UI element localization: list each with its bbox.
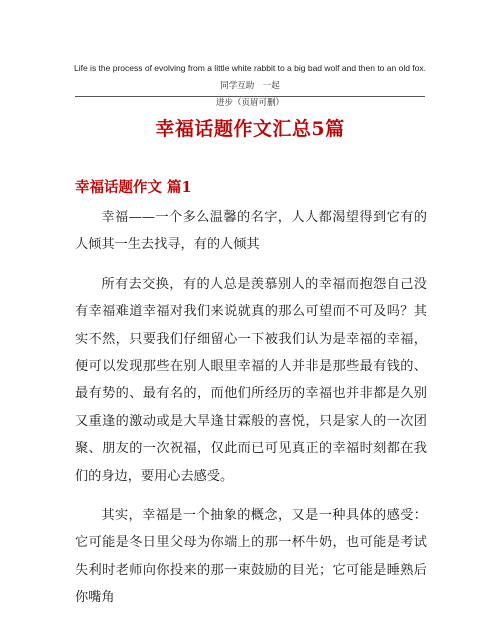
paragraph-1: 幸福——一个多么温馨的名字，人人都渴望得到它有的人倾其一生去找寻，有的人倾其 (75, 210, 427, 253)
paragraph-2: 所有去交换，有的人总是羡慕别人的幸福而抱怨自己没有幸福难道幸福对我们来说就真的那么可望而不可及吗？其实不然，只要我们仔细留心一下被我们认为是幸福的幸福，便可以发现那些在别人眼里幸福的人并非是那些最有钱的、最有势的、最有名的，而他们所经历的幸福也并非都是久别又重逢的激动或是大旱逢甘霖般的喜悦，只是家人的一次团聚、朋友的一次祝福，仅此而已可见真正的幸福时刻都在我们的身边，要用心去感受。 (75, 276, 427, 484)
header-note-line-2: 进步（页眉可删） (215, 97, 284, 107)
document-body (75, 204, 427, 624)
header-note-line-1: Life is the process of evolving from a little white rabbit to a big bad wolf and then to an old fox.同学互助 一起 (73, 63, 426, 90)
page-header-note (70, 60, 430, 111)
section-heading: 幸福话题作文 篇1 (75, 179, 192, 196)
document-title: 幸福话题作文汇总5篇 (155, 118, 345, 140)
header-divider (75, 96, 425, 97)
paragraph-3: 其实，幸福是一个抽象的概念，又是一种具体的感受：它可能是冬日里父母为你端上的那一杯牛奶，也可能是考试失利时老师向你投来的那一束鼓励的目光；它可能是睡熟后你嘴角 (75, 508, 427, 606)
